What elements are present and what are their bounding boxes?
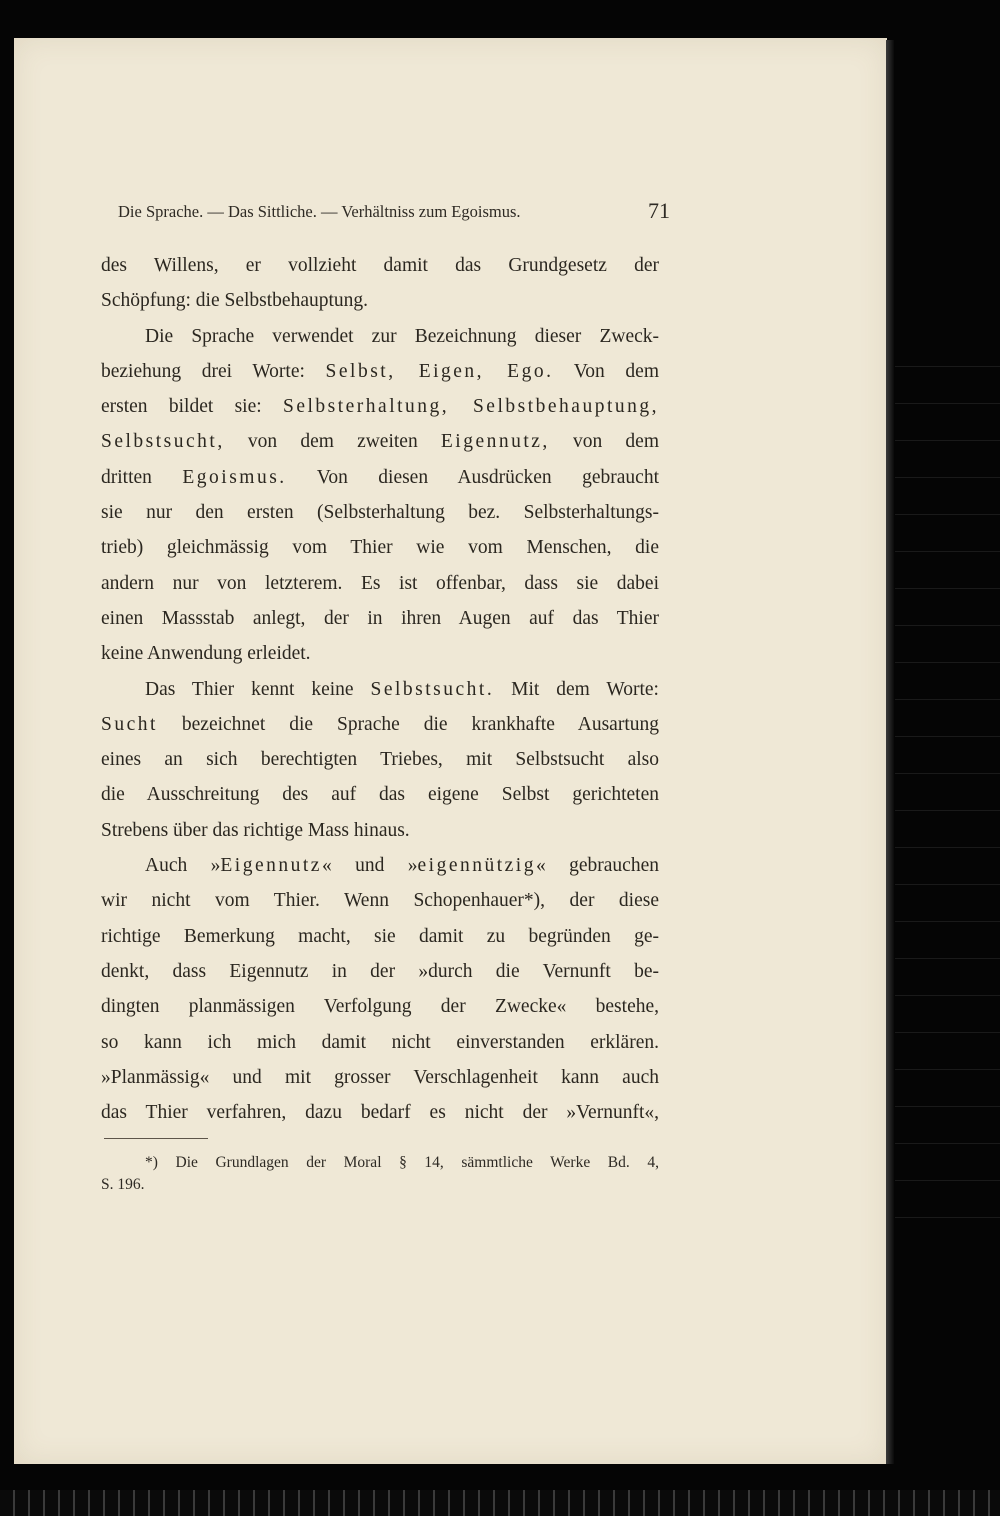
text-line: das Thier verfahren, dazu bedarf es nicht der »Vernunft«, (101, 1102, 659, 1124)
footnote (101, 1152, 659, 1196)
running-head (118, 198, 670, 223)
text-line: »Planmässig« und mit grosser Verschlagenheit kann auch (101, 1066, 659, 1088)
scan-ruler-strip (0, 1490, 1000, 1516)
paragraph-1 (101, 248, 659, 319)
paragraph-2 (101, 319, 659, 672)
paragraph-3 (101, 672, 659, 848)
text-line: keine Anwendung erleidet. (101, 643, 311, 665)
text-line: ersten bildet sie: Selbsterhaltung, Selbstbehauptung, (101, 396, 659, 418)
text-line: Selbstsucht, von dem zweiten Eigennutz, von dem (101, 431, 659, 453)
running-head-title: Die Sprache. — Das Sittliche. — Verhältniss zum Egoismus. (118, 202, 521, 221)
background-strip (895, 330, 1000, 1230)
page-edge (886, 40, 894, 1464)
text-line: Schöpfung: die Selbstbehauptung. (101, 290, 369, 312)
text-line: einen Massstab anlegt, der in ihren Augen auf das Thier (101, 607, 659, 629)
footnote-line: *) Die Grundlagen der Moral § 14, sämmtliche Werke Bd. 4, (145, 1154, 659, 1171)
footnote-line: S. 196. (101, 1176, 145, 1193)
text-line: richtige Bemerkung macht, sie damit zu begründen ge- (101, 925, 659, 947)
text-line: andern nur von letzterem. Es ist offenbar, dass sie dabei (101, 572, 659, 594)
text-line: die Ausschreitung des auf das eigene Selbst gerichteten (101, 784, 659, 806)
text-line: denkt, dass Eigennutz in der »durch die Vernunft be- (101, 960, 659, 982)
text-line: des Willens, er vollzieht damit das Grundgesetz der (101, 255, 659, 276)
text-line: eines an sich berechtigten Triebes, mit Selbstsucht also (101, 749, 659, 771)
text-line: wir nicht vom Thier. Wenn Schopenhauer*), der diese (101, 890, 659, 912)
paragraph-4 (101, 848, 659, 1130)
text-line: sie nur den ersten (Selbsterhaltung bez. Selbsterhaltungs- (101, 502, 659, 524)
text-line: Sucht bezeichnet die Sprache die krankhafte Ausartung (101, 713, 659, 735)
footnote-rule (104, 1138, 208, 1139)
text-line: so kann ich mich damit nicht einverstanden erklären. (101, 1031, 659, 1053)
text-line: Strebens über das richtige Mass hinaus. (101, 819, 410, 841)
page-number: 71 (648, 198, 670, 223)
text-line: dritten Egoismus. Von diesen Ausdrücken gebraucht (101, 466, 660, 488)
text-line: Das Thier kennt keine Selbstsucht. Mit dem Worte: (145, 678, 659, 700)
body-text (101, 248, 659, 1130)
text-line: Auch »Eigennutz« und »eigennützig« gebrauchen (145, 855, 659, 877)
text-line: Die Sprache verwendet zur Bezeichnung dieser Zweck- (145, 325, 659, 347)
text-line: dingten planmässigen Verfolgung der Zwecke« bestehe, (101, 996, 659, 1018)
text-line: trieb) gleichmässig vom Thier wie vom Menschen, die (101, 537, 659, 559)
text-line: beziehung drei Worte: Selbst, Eigen, Ego. Von dem (101, 360, 659, 382)
